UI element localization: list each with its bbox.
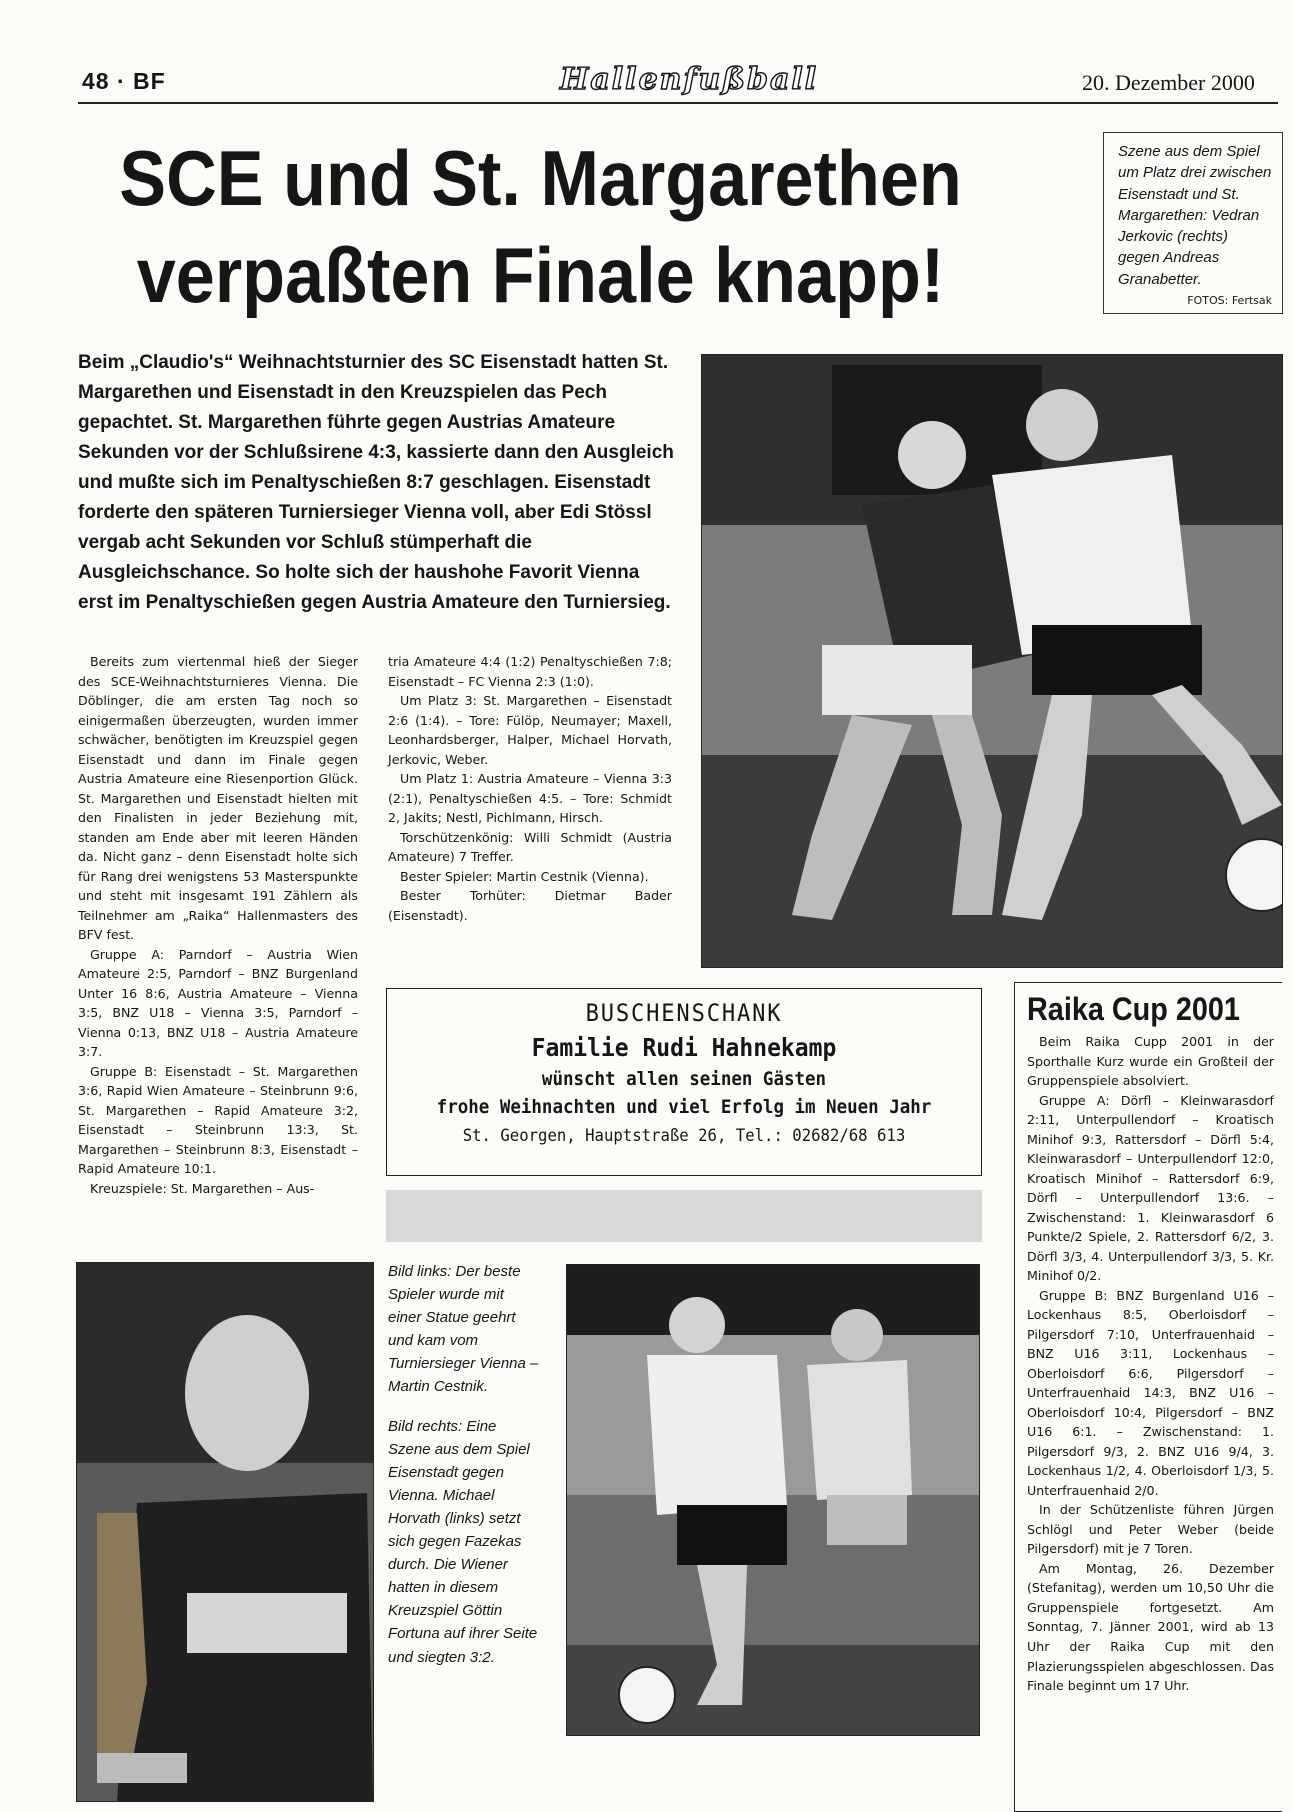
col1-para-gruppe-b: Gruppe B: Eisenstadt – St. Margarethen 3:6, Rapid Wien Amateure – Steinbrunn 9:6, St. Margarethen – Rapid Amateure 3:2, Eisenstadt – Steinbrunn 13:3, St. Margarethen – Steinbrunn 8:3, Eisenstadt – Rapid Amateure 10:1. (78, 1063, 358, 1177)
headline (86, 130, 995, 323)
col1-para-kreuzspiele: Kreuzspiele: St. Margarethen – Aus- (90, 1180, 315, 1196)
raika-para-2: Gruppe A: Dörfl – Kleinwarasdorf 2:11, Unterpullendorf – Kroatisch Minihof 9:3, Rattersdorf – Dörfl 5:4, Kleinwarasdorf – Unterpullendorf 12:0, Kroatisch Minihof – Rattersdorf 6:9, Dörfl – Unterpullendorf 13:6. – Zwischenstand: 1. Kleinwarasdorf 6 Punkte/2 Spiele, 2. Rattersdorf 6/2, 3. Dörfl 3/3, 4. Unterpullendorf 3/3, 5. Kr. Minihof 0/2. (1027, 1092, 1274, 1284)
player-trophy-image (77, 1263, 373, 1801)
match-scene-photo (566, 1264, 980, 1736)
top-photo-caption (1103, 132, 1283, 314)
ad-line-2: frohe Weihnachten und viel Erfolg im Neuen Jahr (436, 1096, 932, 1118)
caption-right: Bild rechts: Eine Szene aus dem Spiel Eisenstadt gegen Vienna. Michael Horvath (links) setzt sich gegen Fazekas durch. Die Wiener hatten in diesem Kreuzspiel Göttin Fortuna auf ihrer Seite und siegten 3:2. (388, 1417, 538, 1666)
col2-para-5: Bester Spieler: Martin Cestnik (Vienna). (400, 868, 649, 884)
raika-para-1: Beim Raika Cupp 2001 in der Sporthalle Kurz wurde ein Großteil der Gruppenspiele absolviert. (1027, 1034, 1274, 1089)
ad-line-1: wünscht allen seinen Gästen (541, 1068, 827, 1090)
raika-cup-box (1014, 982, 1282, 1812)
top-caption-text: Szene aus dem Spiel um Platz drei zwischen Eisenstadt und St. Margarethen: Vedran Jerkovic (rechts) gegen Andreas Granabetter. (1118, 143, 1272, 288)
col2-para-1: tria Amateure 4:4 (1:2) Penaltyschießen 7:8; Eisenstadt – FC Vienna 2:3 (1:0). (388, 654, 672, 689)
header-rule (78, 102, 1278, 104)
photo-captions (388, 1260, 540, 1685)
ad-title: BUSCHENSCHANK (585, 999, 783, 1027)
page-number: 48 · BF (82, 68, 166, 94)
match-scene-image (567, 1265, 979, 1735)
issue-date: 20. Dezember 2000 (1082, 70, 1255, 95)
col1-para-gruppe-a: Gruppe A: Parndorf – Austria Wien Amateure 2:5, Parndorf – BNZ Burgenland Unter 16 8:6, Austria Amateure – Vienna 3:5, BNZ U18 – Vienna 3:5, Parndorf – Vienna 0:13, BNZ U18 – Austria Amateure 3:7. (78, 946, 358, 1060)
col2-para-6: Bester Torhüter: Dietmar Bader (Eisenstadt). (388, 888, 672, 923)
buschenschank-ad (386, 988, 982, 1176)
ad-address: St. Georgen, Hauptstraße 26, Tel.: 02682/68 613 (462, 1126, 906, 1146)
col1-para-intro: Bereits zum viertenmal hieß der Sieger des SCE-Weihnachtsturnieres Vienna. Die Döblinger, die am ersten Tag noch so einigermaßen überzeugten, wurden immer schwächer, benötigten im Kreuzspiel gegen Eisenstadt und dann im Finale gegen Austria Amateure eine Riesenportion Glück. St. Margarethen und Eisenstadt hielten mit den Finalisten in jeder Beziehung mit, standen am Ende aber mit leeren Händen da. Nicht ganz – denn Eisenstadt holte sich für Rang drei wenigstens 53 Masterspunkte und steht mit insgesamt 191 Zählern als Teilnehmer am „Raika“ Hallenmasters des BFV fest. (78, 654, 358, 943)
col2-para-3: Um Platz 1: Austria Amateure – Vienna 3:3 (2:1), Penaltyschießen 4:5. – Tore: Schmidt 2, Jakits; Nestl, Pichlmann, Hirsch. (388, 771, 672, 826)
headline-line-2: verpaßten Finale knapp! (136, 230, 945, 319)
col2-para-2: Um Platz 3: St. Margarethen – Eisenstadt 2:6 (1:4). – Tore: Fülöp, Neumayer; Maxell, Leonhardsberger, Halper, Michael Horvath, Jerkovic, Weber. (388, 693, 672, 767)
raika-para-4: In der Schützenliste führen Jürgen Schlögl und Peter Weber (beide Pilgersdorf) mit je 7 Toren. (1027, 1502, 1274, 1557)
raika-para-3: Gruppe B: BNZ Burgenland U16 – Lockenhaus 8:5, Oberloisdorf – Pilgersdorf 7:10, Unterfrauenhaid – BNZ U16 3:11, Lockenhaus – Oberloisdorf 6:6, Pilgersdorf – Unterfrauenhaid 14:3, BNZ U16 – Oberloisdorf 10:4, Pilgersdorf – BNZ U16 6:1. – Zwischenstand: 1. Pilgersdorf 9/3, 2. BNZ U16 9/4, 3. Lockenhaus 1/2, 4. Oberloisdorf 1/3, 5. Unterfrauenhaid 2/0. (1027, 1287, 1274, 1498)
col2-para-4: Torschützenkönig: Willi Schmidt (Austria Amateure) 7 Treffer. (388, 829, 672, 865)
ad-family: Familie Rudi Hahnekamp (531, 1033, 837, 1062)
main-photo (701, 354, 1283, 968)
raika-title: Raika Cup 2001 (1027, 991, 1240, 1027)
raika-text (1027, 1032, 1274, 1696)
caption-left: Bild links: Der beste Spieler wurde mit einer Statue geehrt und kam vom Turniersieger Vienna – Martin Cestnik. (388, 1263, 539, 1396)
raika-para-5: Am Montag, 26. Dezember (Stefanitag), werden um 10,50 Uhr die Gruppenspiele fortgesetzt. Am Sonntag, 7. Jänner 2001, wird ab 13 Uhr der Raika Cup mit den Plazierungsspielen abgeschlossen. Das Finale beginnt um 17 Uhr. (1027, 1560, 1274, 1694)
article-column-1 (78, 652, 358, 1198)
headline-line-1: SCE und St. Margarethen (119, 134, 962, 222)
grey-band (386, 1190, 982, 1242)
section-title: Hallenfußball (560, 62, 819, 97)
lead-paragraph: Beim „Claudio's“ Weihnachtsturnier des SC Eisenstadt hatten St. Margarethen und Eisenstadt in den Kreuzspielen das Pech gepachtet. St. Margarethen führte gegen Austrias Amateure Sekunden vor der Schlußsirene 4:3, kassierte dann den Ausgleich und mußte sich im Penaltyschießen 8:7 geschlagen. Eisenstadt forderte den späteren Turniersieger Vienna voll, aber Edi Stössl vergab acht Sekunden vor Schluß stümperhaft die Ausgleichschance. So holte sich der haushohe Favorit Vienna erst im Penaltyschießen gegen Austria Amateure den Turniersieg. (78, 352, 674, 614)
main-photo-image (702, 355, 1282, 967)
player-trophy-photo (76, 1262, 374, 1802)
photo-credit: FOTOS: Fertsak (1187, 294, 1272, 308)
article-column-2 (388, 652, 672, 925)
